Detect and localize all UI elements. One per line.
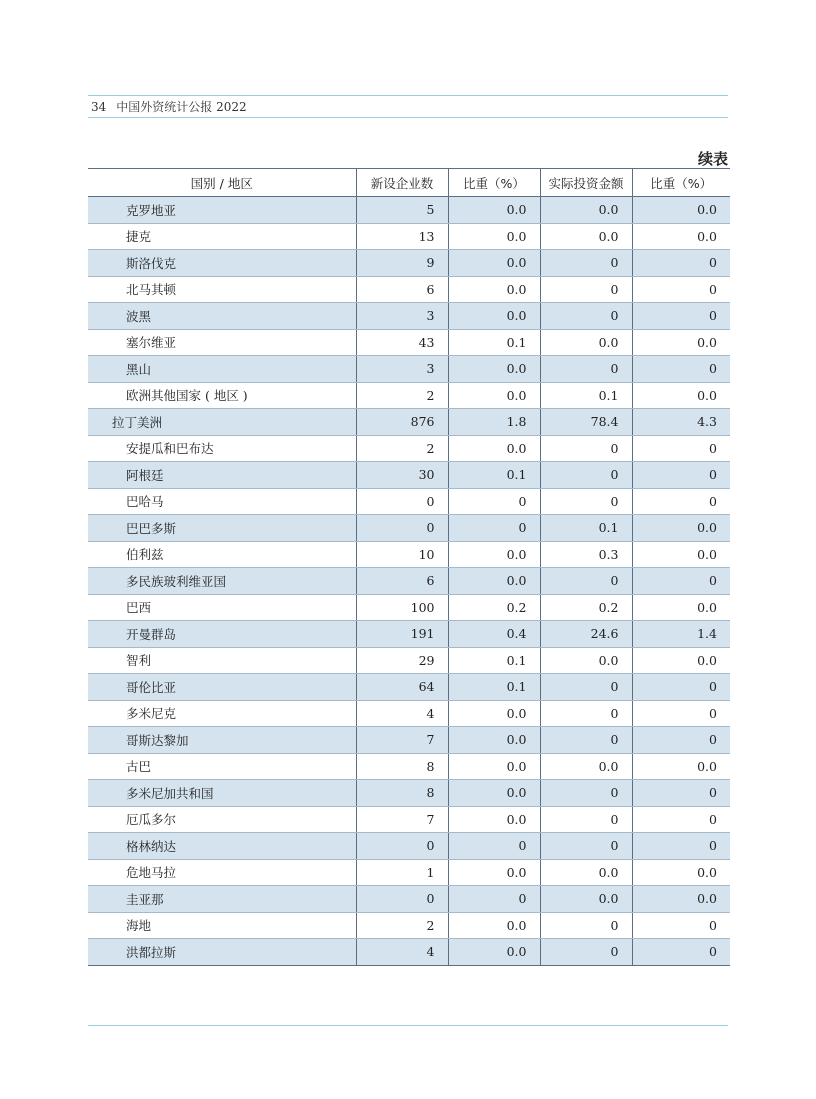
column-header: 比重（%）	[448, 169, 540, 197]
value-cell: 0.0	[540, 859, 632, 886]
value-cell: 0.1	[448, 647, 540, 674]
continued-label: 续表	[697, 150, 728, 168]
table-row	[88, 912, 730, 939]
value-cell: 8	[356, 753, 448, 780]
value-cell: 5	[356, 197, 448, 224]
running-header	[91, 98, 247, 115]
value-cell: 0	[540, 674, 632, 701]
table-row	[88, 700, 730, 727]
region-name-cell: 开曼群岛	[88, 621, 356, 648]
region-name-cell: 哥伦比亚	[88, 674, 356, 701]
table-row	[88, 859, 730, 886]
value-cell: 0.0	[448, 912, 540, 939]
value-cell: 78.4	[540, 409, 632, 436]
region-name-cell: 海地	[88, 912, 356, 939]
value-cell: 0	[540, 356, 632, 383]
column-header: 国别 / 地区	[88, 169, 356, 197]
value-cell: 0	[632, 674, 730, 701]
region-name-cell: 波黑	[88, 303, 356, 330]
value-cell: 0	[540, 700, 632, 727]
region-name-cell: 危地马拉	[88, 859, 356, 886]
value-cell: 0	[632, 833, 730, 860]
table-row	[88, 303, 730, 330]
value-cell: 0	[540, 435, 632, 462]
value-cell: 0.0	[540, 197, 632, 224]
region-name-cell: 伯利兹	[88, 541, 356, 568]
value-cell: 1	[356, 859, 448, 886]
region-name-cell: 古巴	[88, 753, 356, 780]
region-name-cell: 北马其顿	[88, 276, 356, 303]
value-cell: 0.0	[448, 568, 540, 595]
table-row	[88, 939, 730, 966]
value-cell: 0	[540, 939, 632, 966]
value-cell: 0.1	[540, 382, 632, 409]
investment-table	[88, 168, 730, 966]
region-name-cell: 多米尼克	[88, 700, 356, 727]
region-name-cell: 洪都拉斯	[88, 939, 356, 966]
table-row	[88, 753, 730, 780]
table-row	[88, 647, 730, 674]
value-cell: 0.0	[632, 197, 730, 224]
column-header: 比重（%）	[632, 169, 730, 197]
value-cell: 0.1	[448, 329, 540, 356]
table-row	[88, 356, 730, 383]
table-row	[88, 197, 730, 224]
value-cell: 0	[632, 276, 730, 303]
value-cell: 0.0	[448, 356, 540, 383]
value-cell: 0.0	[632, 647, 730, 674]
value-cell: 0.0	[632, 594, 730, 621]
value-cell: 0	[632, 780, 730, 807]
value-cell: 2	[356, 435, 448, 462]
value-cell: 7	[356, 727, 448, 754]
value-cell: 0.3	[540, 541, 632, 568]
table-row	[88, 833, 730, 860]
value-cell: 0.4	[448, 621, 540, 648]
value-cell: 4	[356, 700, 448, 727]
value-cell: 10	[356, 541, 448, 568]
value-cell: 0.0	[632, 223, 730, 250]
region-name-cell: 捷克	[88, 223, 356, 250]
value-cell: 0	[356, 488, 448, 515]
table-row	[88, 541, 730, 568]
region-name-cell: 塞尔维亚	[88, 329, 356, 356]
value-cell: 3	[356, 303, 448, 330]
value-cell: 0	[356, 886, 448, 913]
value-cell: 8	[356, 780, 448, 807]
value-cell: 30	[356, 462, 448, 489]
table-row	[88, 276, 730, 303]
value-cell: 0.0	[448, 303, 540, 330]
value-cell: 0.0	[632, 382, 730, 409]
value-cell: 1.8	[448, 409, 540, 436]
value-cell: 0	[540, 303, 632, 330]
value-cell: 0.0	[448, 806, 540, 833]
table-row	[88, 568, 730, 595]
region-name-cell: 阿根廷	[88, 462, 356, 489]
value-cell: 0	[540, 912, 632, 939]
value-cell: 0.0	[448, 780, 540, 807]
value-cell: 0	[448, 515, 540, 542]
value-cell: 191	[356, 621, 448, 648]
region-name-cell: 格林纳达	[88, 833, 356, 860]
region-name-cell: 智利	[88, 647, 356, 674]
region-name-cell: 圭亚那	[88, 886, 356, 913]
value-cell: 4.3	[632, 409, 730, 436]
value-cell: 2	[356, 912, 448, 939]
value-cell: 0	[540, 462, 632, 489]
region-name-cell: 多民族玻利维亚国	[88, 568, 356, 595]
page-number: 34	[91, 100, 107, 114]
value-cell: 0	[632, 303, 730, 330]
value-cell: 0	[540, 780, 632, 807]
table-row	[88, 382, 730, 409]
value-cell: 0.1	[540, 515, 632, 542]
value-cell: 0	[448, 833, 540, 860]
table-row	[88, 621, 730, 648]
value-cell: 0	[632, 568, 730, 595]
table-row	[88, 515, 730, 542]
table-row	[88, 409, 730, 436]
value-cell: 0.0	[540, 886, 632, 913]
value-cell: 6	[356, 276, 448, 303]
value-cell: 876	[356, 409, 448, 436]
value-cell: 0	[540, 488, 632, 515]
value-cell: 0	[540, 727, 632, 754]
table-row	[88, 250, 730, 277]
value-cell: 0	[356, 515, 448, 542]
value-cell: 100	[356, 594, 448, 621]
value-cell: 0	[448, 488, 540, 515]
value-cell: 0	[540, 250, 632, 277]
header-top-rule	[88, 95, 728, 96]
value-cell: 0.0	[448, 700, 540, 727]
column-header: 新设企业数	[356, 169, 448, 197]
region-name-cell: 欧洲其他国家 ( 地区 )	[88, 382, 356, 409]
value-cell: 29	[356, 647, 448, 674]
value-cell: 0.0	[448, 197, 540, 224]
region-name-cell: 厄瓜多尔	[88, 806, 356, 833]
value-cell: 0	[632, 912, 730, 939]
value-cell: 0	[632, 806, 730, 833]
value-cell: 0.0	[448, 939, 540, 966]
value-cell: 0.2	[448, 594, 540, 621]
value-cell: 0	[632, 727, 730, 754]
region-name-cell: 巴哈马	[88, 488, 356, 515]
table-row	[88, 488, 730, 515]
value-cell: 24.6	[540, 621, 632, 648]
table-row	[88, 594, 730, 621]
value-cell: 13	[356, 223, 448, 250]
region-name-cell: 斯洛伐克	[88, 250, 356, 277]
region-name-cell: 多米尼加共和国	[88, 780, 356, 807]
value-cell: 0	[632, 462, 730, 489]
value-cell: 0.0	[448, 753, 540, 780]
value-cell: 0	[632, 250, 730, 277]
table-row	[88, 727, 730, 754]
table-row	[88, 806, 730, 833]
value-cell: 0.0	[448, 250, 540, 277]
value-cell: 0	[356, 833, 448, 860]
table-row	[88, 674, 730, 701]
value-cell: 0.0	[540, 753, 632, 780]
value-cell: 6	[356, 568, 448, 595]
value-cell: 0.0	[448, 727, 540, 754]
value-cell: 0	[540, 833, 632, 860]
value-cell: 0.0	[632, 541, 730, 568]
value-cell: 0	[632, 700, 730, 727]
value-cell: 0.0	[540, 223, 632, 250]
publication-title: 中国外资统计公报 2022	[116, 100, 247, 114]
value-cell: 0.0	[448, 276, 540, 303]
value-cell: 0.0	[632, 329, 730, 356]
value-cell: 0.0	[540, 329, 632, 356]
header-bottom-rule	[88, 117, 728, 118]
value-cell: 0	[448, 886, 540, 913]
value-cell: 0.0	[632, 859, 730, 886]
table-row	[88, 780, 730, 807]
value-cell: 4	[356, 939, 448, 966]
value-cell: 0	[540, 568, 632, 595]
value-cell: 0.0	[448, 382, 540, 409]
value-cell: 0	[540, 276, 632, 303]
footer-rule	[88, 1025, 728, 1026]
table-row	[88, 462, 730, 489]
value-cell: 0.0	[632, 886, 730, 913]
value-cell: 0.0	[632, 753, 730, 780]
table-row	[88, 886, 730, 913]
value-cell: 3	[356, 356, 448, 383]
table-row	[88, 223, 730, 250]
column-header: 实际投资金额	[540, 169, 632, 197]
value-cell: 0.0	[540, 647, 632, 674]
region-name-cell: 巴西	[88, 594, 356, 621]
value-cell: 0.2	[540, 594, 632, 621]
value-cell: 0.0	[448, 859, 540, 886]
table-row	[88, 435, 730, 462]
value-cell: 0.0	[448, 435, 540, 462]
region-name-cell: 克罗地亚	[88, 197, 356, 224]
value-cell: 9	[356, 250, 448, 277]
value-cell: 0.1	[448, 674, 540, 701]
value-cell: 0.0	[632, 515, 730, 542]
region-name-cell: 巴巴多斯	[88, 515, 356, 542]
region-name-cell: 安提瓜和巴布达	[88, 435, 356, 462]
value-cell: 0.1	[448, 462, 540, 489]
value-cell: 0.0	[448, 541, 540, 568]
value-cell: 43	[356, 329, 448, 356]
value-cell: 64	[356, 674, 448, 701]
value-cell: 0	[632, 488, 730, 515]
value-cell: 1.4	[632, 621, 730, 648]
value-cell: 0	[540, 806, 632, 833]
value-cell: 7	[356, 806, 448, 833]
value-cell: 0	[632, 939, 730, 966]
region-name-cell: 哥斯达黎加	[88, 727, 356, 754]
value-cell: 0.0	[448, 223, 540, 250]
value-cell: 0	[632, 356, 730, 383]
table-row	[88, 329, 730, 356]
table-header-row	[88, 169, 730, 197]
value-cell: 0	[632, 435, 730, 462]
region-name-cell: 黑山	[88, 356, 356, 383]
value-cell: 2	[356, 382, 448, 409]
region-name-cell: 拉丁美洲	[88, 409, 356, 436]
